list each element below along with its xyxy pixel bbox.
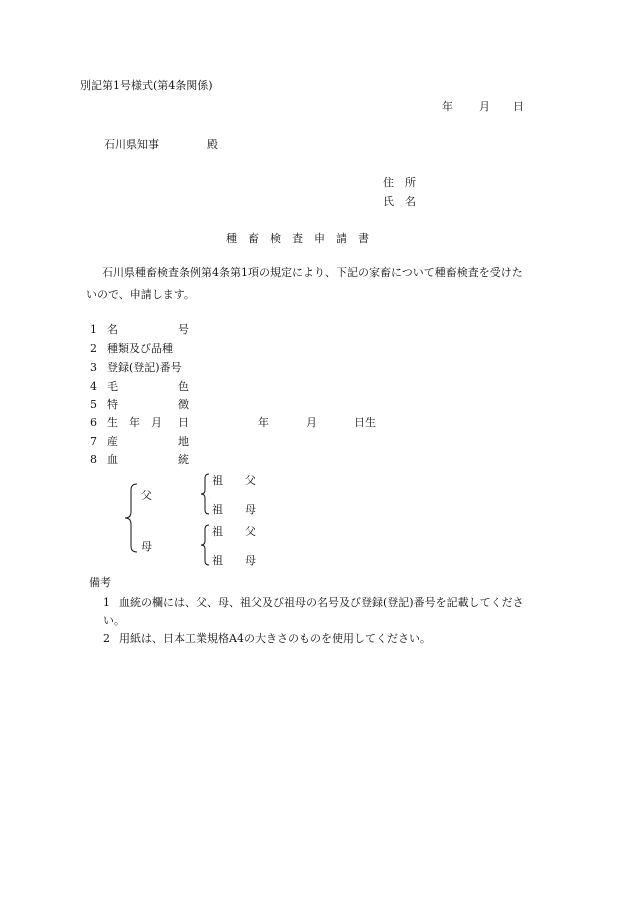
item-label: 号 — [178, 323, 189, 336]
birth-day: 日生 — [354, 416, 376, 429]
pedigree-maternal-grandmother: 祖 母 — [212, 554, 256, 567]
applicant-name-label: 氏 名 — [383, 195, 416, 208]
pedigree-outer-brace — [122, 482, 142, 554]
applicant-address-label: 住 所 — [383, 176, 416, 189]
body-line-2: いので、申請します。 — [86, 288, 195, 301]
item-label: 名 — [107, 323, 118, 336]
mother-brace — [198, 524, 212, 566]
pedigree-mother: 母 — [141, 540, 152, 553]
birth-year: 年 — [258, 416, 269, 429]
pedigree-father: 父 — [141, 489, 152, 502]
form-title: 種 畜 検 査 申 請 書 — [226, 232, 369, 245]
addressee-honorific: 殿 — [207, 138, 218, 151]
item-label: 登録(登記)番号 — [107, 361, 182, 374]
addressee-name: 石川県知事 — [104, 138, 159, 151]
item-label: 種類及び品種 — [107, 342, 173, 355]
pedigree-maternal-grandfather: 祖 父 — [212, 525, 256, 538]
item-number: 7 — [90, 435, 97, 448]
item-label: 特 — [107, 398, 118, 411]
item-label: 地 — [178, 435, 189, 448]
form-label: 別記第1号様式(第4条関係) — [80, 79, 213, 92]
item-label: 統 — [178, 453, 189, 466]
date-month: 月 — [479, 100, 490, 113]
note-number: 1 — [103, 596, 110, 609]
pedigree-paternal-grandfather: 祖 父 — [212, 474, 256, 487]
note-2-text: 用紙は、日本工業規格A4の大きさのものを使用してください。 — [119, 632, 431, 645]
date-year: 年 — [442, 100, 453, 113]
father-brace — [198, 473, 212, 515]
birth-month: 月 — [306, 416, 317, 429]
item-label: 血 — [107, 453, 118, 466]
item-number: 1 — [90, 323, 97, 336]
item-number: 4 — [90, 380, 97, 393]
item-label: 毛 — [107, 380, 118, 393]
item-label: 色 — [178, 380, 189, 393]
item-number: 5 — [90, 398, 97, 411]
item-label: 生 年 月 — [107, 416, 162, 429]
pedigree-paternal-grandmother: 祖 母 — [212, 503, 256, 516]
note-1-line-1: 血統の欄には、父、母、祖父及び祖母の名号及び登録(登記)番号を記載してくださ — [119, 596, 524, 609]
item-label: 徴 — [178, 398, 189, 411]
item-number: 6 — [90, 416, 97, 429]
item-label: 日 — [178, 416, 189, 429]
note-number: 2 — [103, 632, 110, 645]
note-1-line-2: い。 — [103, 614, 125, 627]
item-label: 産 — [107, 435, 118, 448]
item-number: 8 — [90, 453, 97, 466]
item-number: 3 — [90, 361, 97, 374]
body-line-1: 石川県種畜検査条例第4条第1項の規定により、下記の家畜について種畜検査を受けた — [102, 266, 523, 279]
date-day: 日 — [513, 100, 524, 113]
notes-heading: 備考 — [89, 576, 111, 589]
item-number: 2 — [90, 342, 97, 355]
